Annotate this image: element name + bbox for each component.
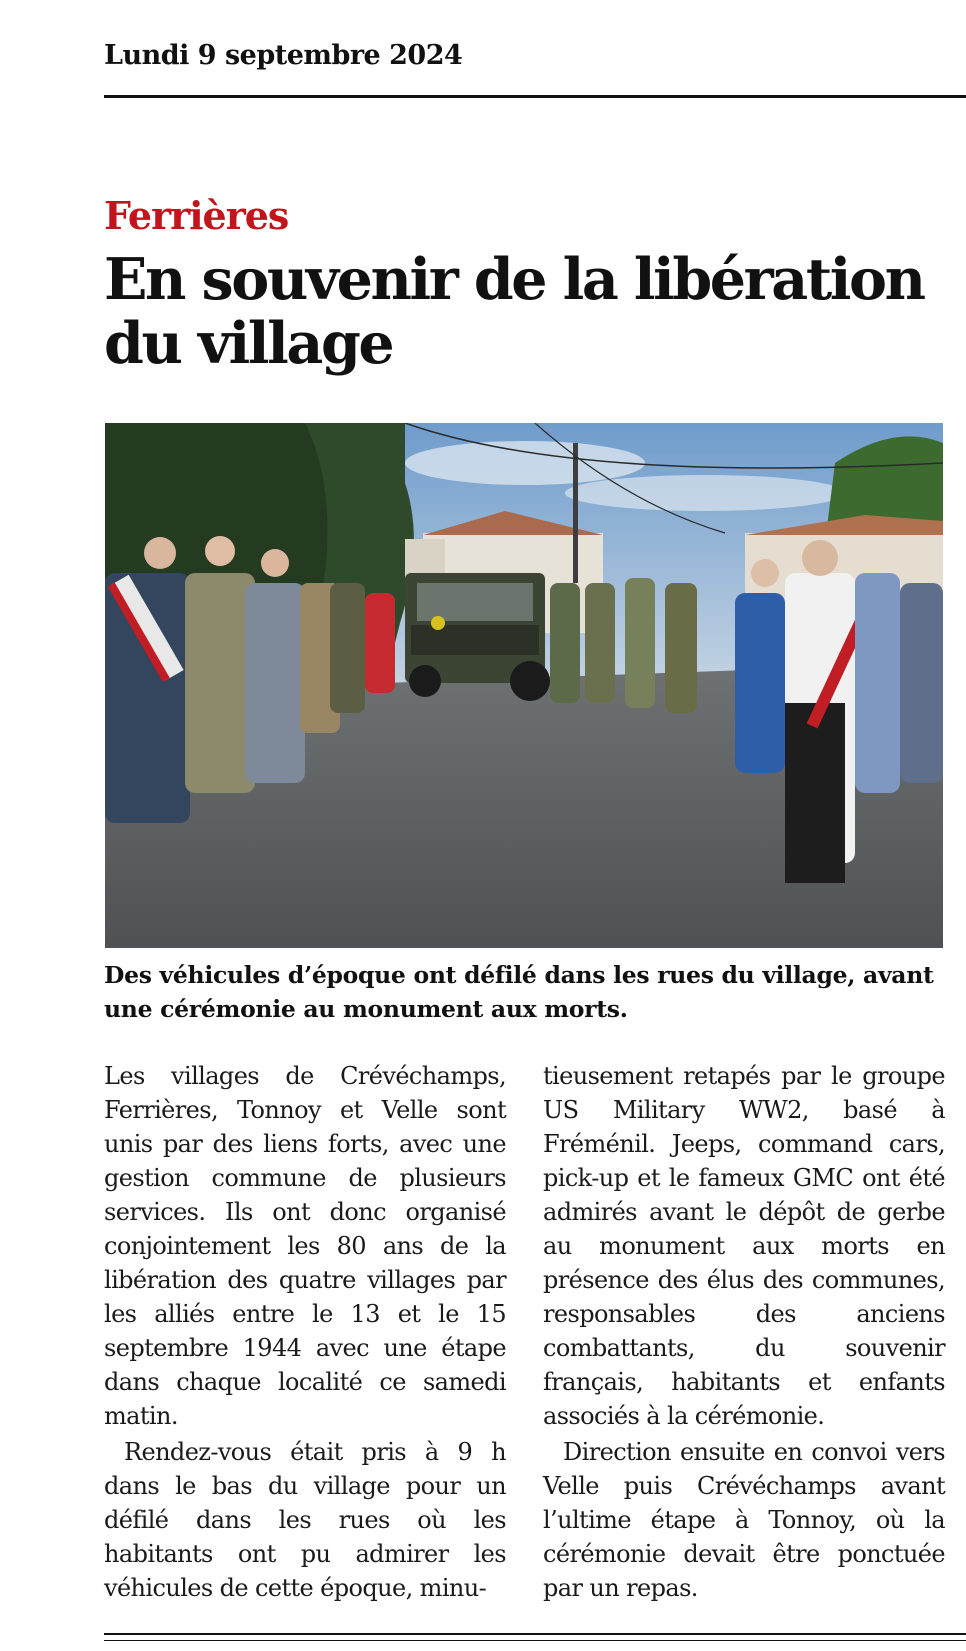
photo-caption: Des véhicules d’époque ont défilé dans les rues du village, avant une cérémonie au monument aux morts. (104, 961, 934, 1023)
article-headline: En souvenir de la libération du village (104, 246, 924, 377)
footer-rule (104, 1633, 966, 1635)
article-column-left (104, 1059, 506, 1605)
body-paragraph: tieusement retapés par le groupe US Military WW2, basé à Fréménil. Jeeps, command cars, pick-up et le fameux GMC ont été admirés avant le dépôt de gerbe au monument aux morts en présence des élus des communes, responsables des anciens combattants, du souvenir français, habitants et enfants associés à la cérémonie. (543, 1062, 945, 1430)
edition-date: Lundi 9 septembre 2024 (104, 40, 463, 71)
article-column-right (543, 1059, 945, 1605)
article-photo (105, 423, 943, 948)
body-paragraph: Rendez-vous était pris à 9 h dans le bas du village pour un défilé dans les rues où les habitants ont pu admirer les véhicules de cette époque, minu- (104, 1438, 506, 1602)
body-paragraph: Les villages de Crévéchamps, Ferrières, Tonnoy et Velle sont unis par des liens forts, avec une gestion commune de plusieurs services. Ils ont donc organisé conjointement les 80 ans de la libération des quatre villages par les alliés entre le 13 et le 15 septembre 1944 avec une étape dans chaque localité ce samedi matin. (104, 1062, 506, 1430)
section-kicker: Ferrières (104, 193, 289, 238)
body-paragraph: Direction ensuite en convoi vers Velle puis Crévéchamps avant l’ultime étape à Tonnoy, où la cérémonie devait être ponctuée par un repas. (543, 1438, 945, 1602)
footer-rule-thin (104, 1640, 966, 1641)
header-rule (104, 95, 966, 98)
